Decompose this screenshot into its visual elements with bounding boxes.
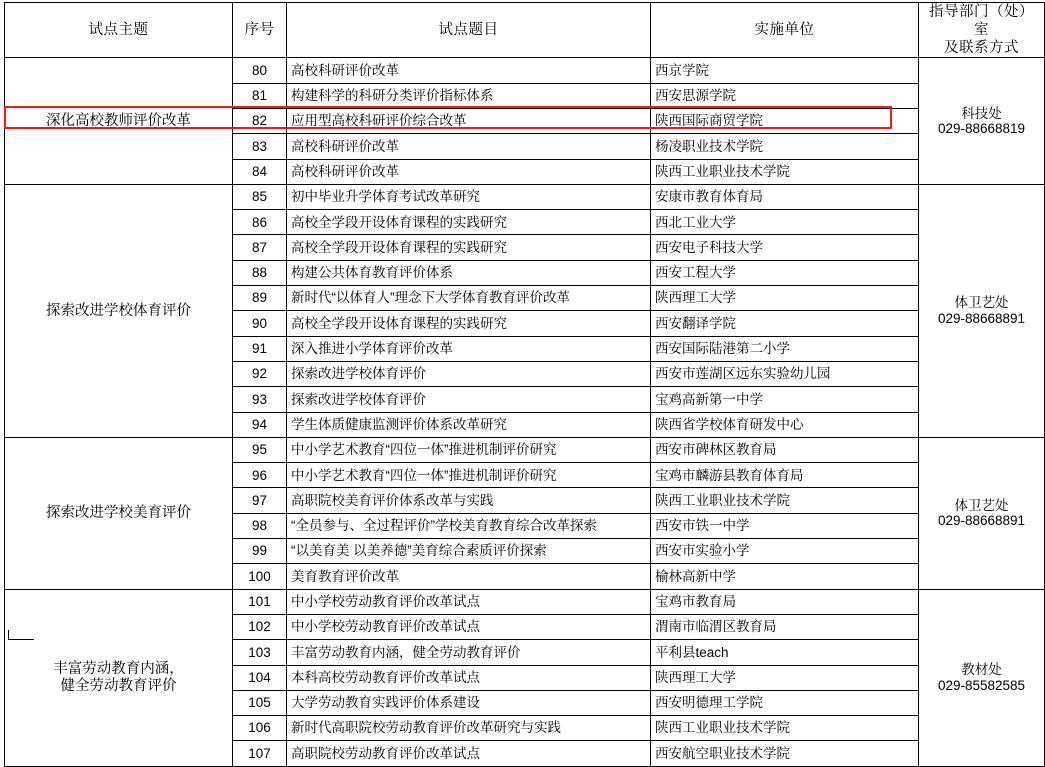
table-row [5,437,1045,462]
row-unit-cell: 西安航空职业技术学院 [651,741,919,766]
page-corner-mark [8,630,34,640]
row-seq-cell: 80 [233,58,287,83]
row-unit-cell: 西京学院 [651,58,919,83]
row-title-cell: 中小学校劳动教育评价改革试点 [287,614,651,639]
row-unit-cell: 渭南市临渭区教育局 [651,614,919,639]
row-seq-cell: 104 [233,665,287,690]
row-seq-cell: 102 [233,614,287,639]
row-title-cell: 高职院校劳动教育评价改革试点 [287,741,651,766]
row-seq-cell: 82 [233,108,287,133]
row-unit-cell: 榆林高新中学 [651,564,919,589]
table-row [5,589,1045,614]
dept-name: 科技处 [961,105,1002,121]
pilot-projects-table [4,2,1045,767]
table-header [5,3,1045,58]
column-header-seq: 序号 [233,3,287,58]
row-title-cell: 初中毕业升学体育考试改革研究 [287,184,651,209]
row-unit-cell: 西安思源学院 [651,83,919,108]
row-title-cell: 丰富劳动教育内涵，健全劳动教育评价 [287,640,651,665]
row-title-cell: 高校全学段开设体育课程的实践研究 [287,311,651,336]
row-title-cell: 探索改进学校体育评价 [287,387,651,412]
row-title-cell: 美育教育评价改革 [287,564,651,589]
row-unit-cell: 陕西理工大学 [651,286,919,311]
row-seq-cell: 99 [233,539,287,564]
row-seq-cell: 84 [233,159,287,184]
row-unit-cell: 陕西国际商贸学院 [651,108,919,133]
row-unit-cell: 宝鸡市教育局 [651,589,919,614]
row-title-cell: 大学劳动教育实践评价体系建设 [287,690,651,715]
row-unit-cell: 陕西理工大学 [651,665,919,690]
row-unit-cell: 西安国际陆港第二小学 [651,336,919,361]
column-header-theme: 试点主题 [5,3,233,58]
row-title-cell: 新时代“以体育人”理念下大学体育教育评价改革 [287,286,651,311]
row-title-cell: 高校科研评价改革 [287,58,651,83]
row-seq-cell: 97 [233,488,287,513]
row-title-cell: 高校科研评价改革 [287,134,651,159]
row-unit-cell: 西安市实验小学 [651,539,919,564]
row-seq-cell: 90 [233,311,287,336]
row-unit-cell: 西安明德理工学院 [651,690,919,715]
row-title-cell: 应用型高校科研评价综合改革 [287,108,651,133]
dept-phone: 029-85582585 [937,677,1026,693]
row-title-cell: 本科高校劳动教育评价改革试点 [287,665,651,690]
row-seq-cell: 94 [233,412,287,437]
row-seq-cell: 83 [233,134,287,159]
row-unit-cell: 西安工程大学 [651,260,919,285]
row-unit-cell: 安康市教育体育局 [651,184,919,209]
row-unit-cell: 西安翻译学院 [651,311,919,336]
row-unit-cell: 西安市铁一中学 [651,513,919,538]
row-title-cell: “全员参与、全过程评价”学校美育教育综合改革探索 [287,513,651,538]
dept-name: 体卫艺处 [954,295,1009,311]
row-unit-cell: 西安电子科技大学 [651,235,919,260]
row-title-cell: 深入推进小学体育评价改革 [287,336,651,361]
row-seq-cell: 92 [233,361,287,386]
row-title-cell: 学生体质健康监测评价体系改革研究 [287,412,651,437]
dept-phone: 029-88668891 [937,513,1026,529]
group-dept-cell [919,437,1045,589]
group-dept-cell [919,184,1045,437]
row-seq-cell: 81 [233,83,287,108]
row-seq-cell: 93 [233,387,287,412]
row-seq-cell: 96 [233,463,287,488]
row-unit-cell: 西安市莲湖区远东实验幼儿园 [651,361,919,386]
row-unit-cell: 陕西工业职业技术学院 [651,488,919,513]
table-row [5,58,1045,83]
dept-phone: 029-88668891 [937,310,1026,326]
group-dept-cell [919,58,1045,184]
column-header-unit: 实施单位 [651,3,919,58]
row-title-cell: “以美育美 以美养德”美育综合素质评价探索 [287,539,651,564]
row-unit-cell: 平利县teach [651,640,919,665]
group-theme-cell: 深化高校教师评价改革 [5,58,233,184]
column-header-dept [919,3,1045,58]
row-seq-cell: 103 [233,640,287,665]
row-unit-cell: 宝鸡高新第一中学 [651,387,919,412]
dept-name: 体卫艺处 [954,497,1009,513]
group-theme-cell: 探索改进学校美育评价 [5,437,233,589]
row-unit-cell: 杨凌职业技术学院 [651,134,919,159]
table-header-row [5,3,1045,58]
row-seq-cell: 107 [233,741,287,766]
row-title-cell: 探索改进学校体育评价 [287,361,651,386]
row-seq-cell: 100 [233,564,287,589]
row-title-cell: 中小学艺术教育“四位一体”推进机制评价研究 [287,463,651,488]
column-header-dept-line1: 指导部门（处）室 [929,4,1034,39]
row-seq-cell: 95 [233,437,287,462]
row-title-cell: 新时代高职院校劳动教育评价改革研究与实践 [287,716,651,741]
row-unit-cell: 陕西工业职业技术学院 [651,716,919,741]
row-seq-cell: 105 [233,690,287,715]
table-body [5,58,1045,766]
row-seq-cell: 101 [233,589,287,614]
row-unit-cell: 西安市碑林区教育局 [651,437,919,462]
row-unit-cell: 宝鸡市麟游县教育体育局 [651,463,919,488]
row-unit-cell: 陕西工业职业技术学院 [651,159,919,184]
table-row [5,184,1045,209]
row-title-cell: 高校全学段开设体育课程的实践研究 [287,210,651,235]
document-page [0,2,1034,761]
group-theme-cell: 丰富劳动教育内涵， 健全劳动教育评价 [5,589,233,766]
row-seq-cell: 89 [233,286,287,311]
row-seq-cell: 106 [233,716,287,741]
group-dept-cell [919,589,1045,766]
row-seq-cell: 85 [233,184,287,209]
column-header-dept-line2: 及联系方式 [944,40,1019,57]
row-seq-cell: 98 [233,513,287,538]
group-theme-cell: 探索改进学校体育评价 [5,184,233,437]
row-seq-cell: 87 [233,235,287,260]
row-seq-cell: 88 [233,260,287,285]
row-title-cell: 构建公共体育教育评价体系 [287,260,651,285]
row-title-cell: 高职院校美育评价体系改革与实践 [287,488,651,513]
dept-phone: 029-88668819 [937,121,1026,137]
row-title-cell: 高校科研评价改革 [287,159,651,184]
row-unit-cell: 陕西省学校体育研发中心 [651,412,919,437]
row-unit-cell: 西北工业大学 [651,210,919,235]
row-seq-cell: 86 [233,210,287,235]
column-header-title: 试点题目 [287,3,651,58]
dept-name: 教材处 [961,662,1002,678]
row-title-cell: 构建科学的科研分类评价指标体系 [287,83,651,108]
row-title-cell: 中小学校劳动教育评价改革试点 [287,589,651,614]
row-title-cell: 中小学艺术教育“四位一体”推进机制评价研究 [287,437,651,462]
row-title-cell: 高校全学段开设体育课程的实践研究 [287,235,651,260]
row-seq-cell: 91 [233,336,287,361]
